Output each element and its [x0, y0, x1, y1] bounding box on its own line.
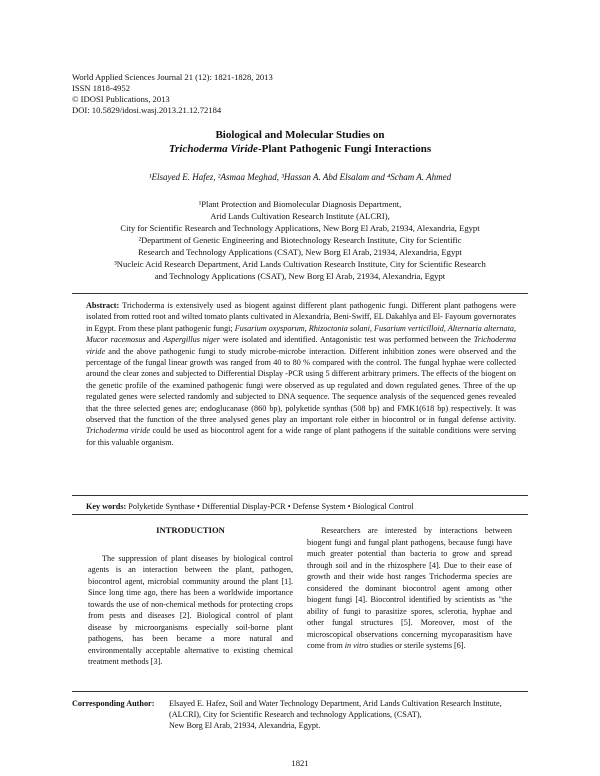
keywords-bottom-rule [72, 514, 528, 515]
journal-doi: DOI: 10.5829/idosi.wasj.2013.21.12.72184 [72, 105, 222, 115]
author-list: ¹Elsayed E. Hafez, ²Asmaa Meghad, ³Hassan A. Abd Elsalam and ⁴Scham A. Ahmed [148, 172, 452, 182]
journal-issn: ISSN 1818-4952 [72, 83, 131, 93]
intro-text: studies or sterile systems [6]. [368, 641, 466, 650]
intro-paragraph: The suppression of plant diseases by biological control agents is an interaction between the plant, pathogen, biocontrol agent, microbial community around the plant [1]. Since long time ago, there has been a worldwide importance towards the use of non-chemical methods for protecting crops from pests and diseases [2]. Biological control of plant disease by microorganisms especially soil-borne plant pathogens, has been became a more natural and environmentally acceptable alternative to existing chemical treatment methods [3]. [88, 553, 293, 666]
abstract-species: Fusarium oxysporum, Rhizoctonia solani, Fusarium verticilloid, Alternaria alternata, Mucor racemosus [86, 323, 517, 345]
affiliation-line: ¹Plant Protection and Biomolecular Diagnosis Department, [198, 199, 402, 209]
keywords-text: Polyketide Synthase • Differential Display-PCR • Defense System • Biological Control [126, 502, 414, 511]
corresponding-line: Elsayed E. Hafez, Soil and Water Technology Department, Arid Lands Cultivation Research Institute, [169, 699, 502, 708]
journal-citation: World Applied Sciences Journal 21 (12): 1821-1828, 2013 [72, 72, 273, 82]
abstract-species: Trichoderma viride [86, 426, 150, 436]
keywords-label: Key words: [86, 502, 127, 511]
abstract-species: Aspergillus niger [162, 335, 220, 345]
left-column [88, 525, 293, 668]
abstract-species: Trichoderma viride [86, 335, 516, 356]
title-line-2 [60, 142, 540, 156]
corresponding-details [169, 698, 529, 731]
affiliation-line: Research and Technology Applications (CSAT), New Borg El Arab, 21934, Alexandria, Egypt [138, 247, 462, 257]
intro-text: Researchers are interested by interactions between biogent fungi and fungal plant pathogens, because fungi have much greater potential than bacteria to grow and spread through soil and in the rhizosphere [4]. Due to their ease of growth and their wide host ranges Trichoderma species are considered the dominant biocontrol agent among other biogent fungi [4]. Biocontrol identified by scientists as "the ability of fungi to parasitize spores, sclerotia, hyphae and other fungal structures [5]. Moreover, most of the microscopical observations concerning mycoparasitism have come from [307, 526, 512, 650]
abstract-text: could be used as biocontrol agent for a wide range of plant pathogens if the suitable conditions were serving for this valuable organism. [86, 426, 517, 447]
title-rest: -Plant Pathogenic Fungi Interactions [257, 143, 432, 155]
title-line-1: Biological and Molecular Studies on [215, 129, 385, 141]
abstract [86, 300, 516, 448]
corresponding-label: Corresponding Author: [72, 699, 155, 708]
abstract-text: were isolated and identified. Antagonistic test was performed between the [219, 335, 474, 345]
abstract-text: Trichoderma is extensively used as biogent against different plant pathogenic fungi. Different plant pathogens were isolated from rotted root and wilted tomato plants cultivated in Alexandria, Beni-Swiff, EL Dakahlya and El- Fayoum governorates in Egypt. From these plant pathogenic fungi; [86, 301, 516, 333]
intro-italic: in vitro [344, 641, 369, 650]
title-organism: Trichoderma Viride [168, 143, 258, 155]
journal-info [72, 72, 273, 116]
abstract-bottom-rule [72, 495, 528, 496]
page-number: 1821 [291, 758, 309, 768]
intro-paragraph [307, 525, 512, 652]
affiliation-line: City for Scientific Research and Technology Applications, New Borg El Arab, 21934, Alexandria, Egypt [120, 223, 480, 233]
affiliations [72, 198, 528, 282]
affiliation-line: ²Department of Genetic Engineering and Biotechnology Research Institute, City for Scientific [138, 235, 462, 245]
affiliation-line: Arid Lands Cultivation Research Institute (ALCRI), [210, 211, 390, 221]
keywords [86, 501, 516, 512]
corresponding-top-rule [72, 691, 528, 692]
paper-title [60, 128, 540, 156]
right-column [307, 525, 512, 652]
abstract-top-rule [72, 293, 528, 294]
journal-copyright: © IDOSI Publications, 2013 [72, 94, 170, 104]
section-heading-introduction: INTRODUCTION [156, 525, 225, 535]
abstract-text: and [145, 335, 163, 345]
corresponding-line: New Borg El Arab, 21934, Alexandria, Egypt. [169, 721, 321, 730]
affiliation-line: and Technology Applications (CSAT), New Borg El Arab, 21934, Alexandria, Egypt [154, 271, 446, 281]
affiliation-line: ³Nucleic Acid Research Department, Arid Lands Cultivation Research Institute, City for Scientific Research [114, 259, 486, 269]
corresponding-line: (ALCRI), City for Scientific Research and technology Applications, (CSAT), [169, 710, 422, 719]
abstract-label: Abstract: [86, 301, 120, 310]
abstract-text: and the above pathogenic fungi to study microbe-microbe interaction. Different inhibition zones were observed and the percentage of the fungal linear growth was ranged from 40 to 80 % compared with the control. The fungal hyphae were collected around the clear zones and subjected to Differential Display -PCR using 5 different arbitrary primers. The effects of the biogent on the genetic profile of the examined pathogenic fungi were observed as up regulated and down regulated genes. Three of the up regulated genes were selected randomly and subjected to DNA sequence. The sequence analysis of the sequenced genes revealed that the three selected genes are; endoglucanase (860 bp), polyketide synthas (508 bp) and FMK1(618 bp) respectively. It was observed that the function of the three analysed genes play an important role either in biocontrol or in fungal defense activity. [86, 346, 516, 425]
